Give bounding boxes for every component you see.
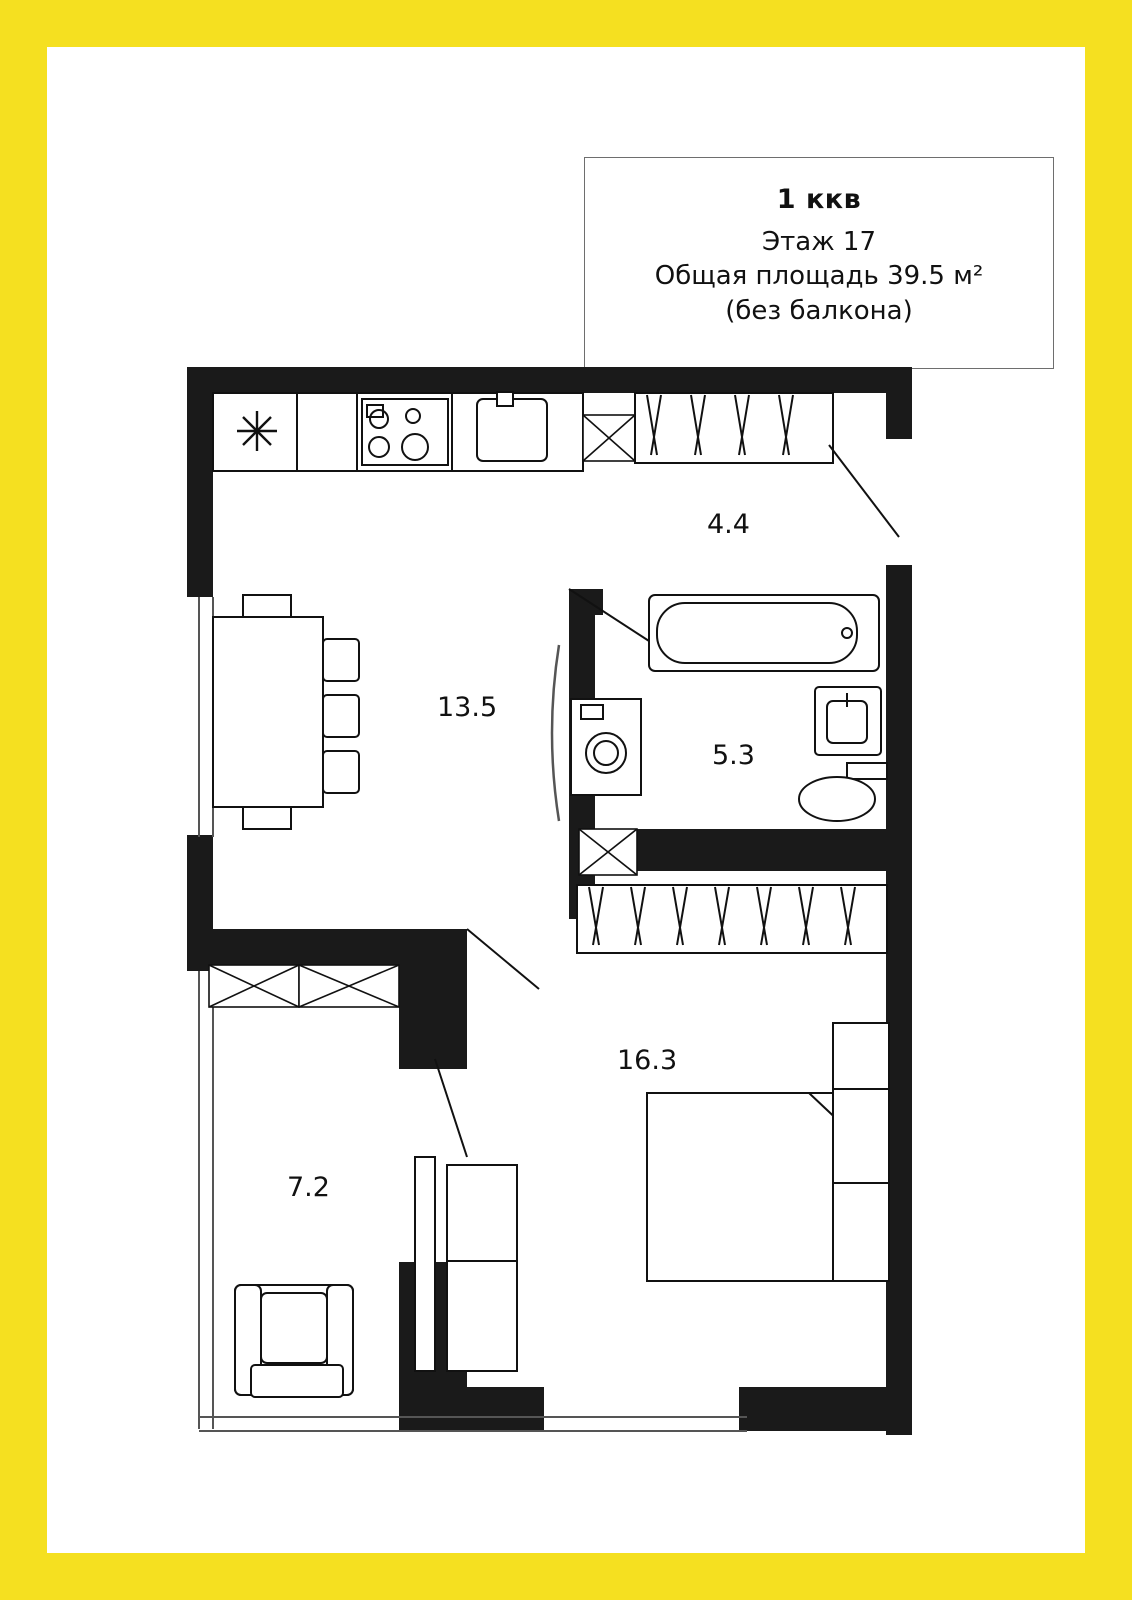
partition-line (552, 645, 559, 821)
bathroom-door-opening (579, 829, 637, 875)
apartment-floor: Этаж 17 (761, 227, 876, 257)
room-area-kitchen: 4.4 (707, 509, 750, 540)
apartment-area-note: (без балкона) (725, 295, 913, 326)
plan-canvas (47, 47, 1085, 1553)
tv-cabinet (415, 1157, 517, 1371)
vent-icon (237, 411, 277, 451)
wardrobe-bedroom (577, 885, 887, 953)
corridor-door-opening (209, 965, 399, 1007)
apartment-total-area: Общая площадь 39.5 м² (654, 261, 984, 292)
wardrobe-top (635, 393, 833, 463)
dining-set (213, 595, 359, 829)
room-area-bedroom: 16.3 (617, 1045, 678, 1076)
apartment-type-title: 1 ккв (776, 184, 862, 215)
room-area-bathroom: 5.3 (712, 740, 755, 771)
kitchen-door-opening (583, 415, 635, 461)
floor-plan-drawing (47, 47, 1085, 1553)
bathroom-fixtures (571, 595, 887, 821)
room-area-living: 13.5 (437, 692, 498, 723)
bed (647, 1023, 889, 1281)
room-area-balcony: 7.2 (287, 1172, 330, 1203)
armchair (235, 1285, 353, 1397)
